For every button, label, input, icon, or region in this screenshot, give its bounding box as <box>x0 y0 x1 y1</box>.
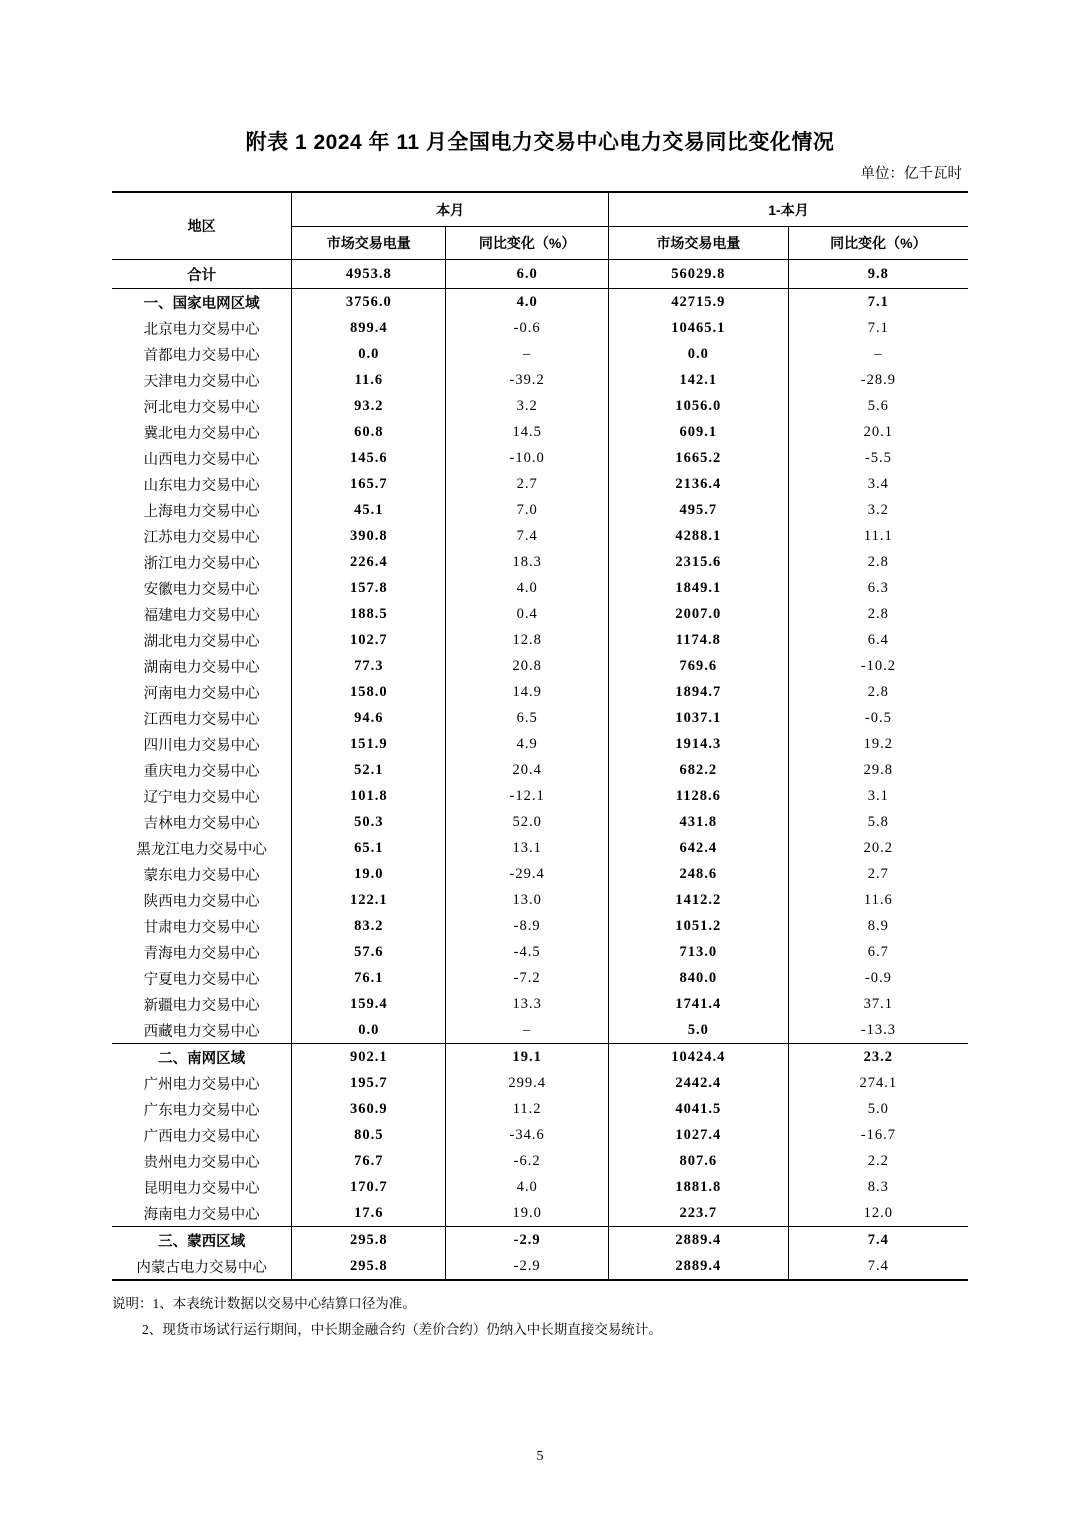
row-month-yoy: -10.0 <box>446 445 609 471</box>
table-row <box>112 497 968 523</box>
row-cumulative-yoy: 5.6 <box>867 397 889 414</box>
row-region-name: 贵州电力交易中心 <box>112 1148 292 1174</box>
table-row <box>112 627 968 653</box>
row-month-yoy: 7.4 <box>446 523 609 549</box>
row-region-name: 安徽电力交易中心 <box>112 575 292 601</box>
row-month-volume: 170.7 <box>292 1174 446 1200</box>
table-row <box>112 1148 968 1174</box>
row-cumulative-volume: 1027.4 <box>608 1122 788 1148</box>
row-cumulative-yoy: 6.4 <box>867 631 889 648</box>
row-region-name: 河南电力交易中心 <box>112 679 292 705</box>
table-row <box>112 1096 968 1122</box>
row-month-yoy: 0.4 <box>446 601 609 627</box>
row-cumulative-volume: 840.0 <box>608 965 788 991</box>
table-row <box>112 887 968 913</box>
table-row <box>112 1227 968 1254</box>
row-month-yoy: 13.3 <box>446 991 609 1017</box>
row-cumulative-volume: 713.0 <box>608 939 788 965</box>
row-cumulative-volume: 5.0 <box>608 1017 788 1044</box>
row-cumulative-volume: 2889.4 <box>608 1253 788 1280</box>
row-cumulative-volume: 1894.7 <box>608 679 788 705</box>
row-month-volume: 145.6 <box>292 445 446 471</box>
row-month-yoy: 52.0 <box>446 809 609 835</box>
row-month-yoy: 18.3 <box>446 549 609 575</box>
row-month-yoy: 19.0 <box>446 1200 609 1227</box>
row-region-name: 吉林电力交易中心 <box>112 809 292 835</box>
row-region-name: 辽宁电力交易中心 <box>112 783 292 809</box>
row-month-volume: 0.0 <box>292 341 446 367</box>
row-cumulative-volume: 2442.4 <box>608 1070 788 1096</box>
row-month-yoy: 20.4 <box>446 757 609 783</box>
row-region-name: 海南电力交易中心 <box>112 1200 292 1227</box>
row-month-yoy: -34.6 <box>446 1122 609 1148</box>
table-row <box>112 367 968 393</box>
row-month-yoy: 20.8 <box>446 653 609 679</box>
row-month-volume: 295.8 <box>292 1227 446 1254</box>
row-cumulative-volume: 2007.0 <box>608 601 788 627</box>
row-month-volume: 902.1 <box>292 1044 446 1071</box>
row-cumulative-yoy: 19.2 <box>863 735 894 752</box>
table-row <box>112 809 968 835</box>
row-month-volume: 60.8 <box>292 419 446 445</box>
row-region-name: 浙江电力交易中心 <box>112 549 292 575</box>
row-cumulative-volume: 1849.1 <box>608 575 788 601</box>
row-region-name: 河北电力交易中心 <box>112 393 292 419</box>
row-cumulative-volume: 0.0 <box>608 341 788 367</box>
row-cumulative-volume: 1881.8 <box>608 1174 788 1200</box>
row-cumulative-yoy: 23.2 <box>788 1044 968 1071</box>
row-region-name: 冀北电力交易中心 <box>112 419 292 445</box>
row-month-yoy: -8.9 <box>446 913 609 939</box>
table-row <box>112 1017 968 1044</box>
row-month-yoy: -2.9 <box>446 1227 609 1254</box>
row-cumulative-volume: 10424.4 <box>608 1044 788 1071</box>
row-cumulative-yoy: – <box>874 345 883 362</box>
row-month-yoy: 4.0 <box>446 575 609 601</box>
row-month-volume: 77.3 <box>292 653 446 679</box>
table-row <box>112 913 968 939</box>
row-cumulative-yoy: 8.9 <box>867 917 889 934</box>
row-region-name: 内蒙古电力交易中心 <box>112 1253 292 1280</box>
row-cumulative-volume: 2315.6 <box>608 549 788 575</box>
row-month-yoy: -39.2 <box>446 367 609 393</box>
row-cumulative-yoy: 7.4 <box>788 1253 968 1280</box>
table-row <box>112 445 968 471</box>
table-row <box>112 1200 968 1227</box>
row-region-name: 二、南网区域 <box>112 1044 292 1071</box>
row-cumulative-volume: 642.4 <box>608 835 788 861</box>
row-region-name: 上海电力交易中心 <box>112 497 292 523</box>
row-month-yoy: -7.2 <box>446 965 609 991</box>
row-month-volume: 390.8 <box>292 523 446 549</box>
row-cumulative-yoy: 2.8 <box>867 553 889 570</box>
row-cumulative-yoy: -0.5 <box>864 709 892 726</box>
table-row <box>112 523 968 549</box>
table-row <box>112 1070 968 1096</box>
row-region-name: 四川电力交易中心 <box>112 731 292 757</box>
row-cumulative-yoy: 3.2 <box>867 501 889 518</box>
table-row <box>112 731 968 757</box>
row-cumulative-yoy: -13.3 <box>860 1021 896 1038</box>
row-cumulative-volume: 1914.3 <box>608 731 788 757</box>
table-row <box>112 861 968 887</box>
row-region-name: 首都电力交易中心 <box>112 341 292 367</box>
row-cumulative-volume: 1056.0 <box>608 393 788 419</box>
row-cumulative-yoy: 5.0 <box>867 1100 889 1117</box>
row-region-name: 江西电力交易中心 <box>112 705 292 731</box>
row-region-name: 宁夏电力交易中心 <box>112 965 292 991</box>
row-region-name: 西藏电力交易中心 <box>112 1017 292 1044</box>
table-row <box>112 471 968 497</box>
row-cumulative-volume: 1051.2 <box>608 913 788 939</box>
row-cumulative-yoy: 3.1 <box>867 787 889 804</box>
table-row <box>112 260 968 289</box>
table-header-row-1 <box>112 192 968 227</box>
row-region-name: 蒙东电力交易中心 <box>112 861 292 887</box>
row-month-volume: 19.0 <box>292 861 446 887</box>
row-cumulative-yoy: 2.8 <box>867 683 889 700</box>
row-month-yoy: 4.0 <box>446 1174 609 1200</box>
row-month-yoy: -6.2 <box>446 1148 609 1174</box>
note-2: 2、现货市场试行运行期间，中长期金融合约（差价合约）仍纳入中长期直接交易统计。 <box>142 1321 662 1337</box>
row-month-yoy: -0.6 <box>446 315 609 341</box>
row-month-volume: 50.3 <box>292 809 446 835</box>
row-month-volume: 226.4 <box>292 549 446 575</box>
row-month-yoy: -29.4 <box>446 861 609 887</box>
row-month-volume: 295.8 <box>292 1253 446 1280</box>
row-month-yoy: 14.5 <box>446 419 609 445</box>
row-cumulative-yoy: 3.4 <box>867 475 889 492</box>
note-1: 说明：1、本表统计数据以交易中心结算口径为准。 <box>112 1296 416 1311</box>
row-month-yoy: 12.8 <box>446 627 609 653</box>
row-month-volume: 195.7 <box>292 1070 446 1096</box>
row-cumulative-yoy: 6.7 <box>867 943 889 960</box>
header-cumulative-yoy: 同比变化（%） <box>830 235 927 251</box>
row-cumulative-yoy: 274.1 <box>859 1074 898 1091</box>
row-region-name: 陕西电力交易中心 <box>112 887 292 913</box>
row-cumulative-yoy: 8.3 <box>867 1178 889 1195</box>
table-row <box>112 991 968 1017</box>
row-cumulative-volume: 56029.8 <box>608 260 788 289</box>
table-row <box>112 679 968 705</box>
row-month-volume: 0.0 <box>292 1017 446 1044</box>
row-cumulative-volume: 431.8 <box>608 809 788 835</box>
page-number: 5 <box>536 1449 544 1464</box>
row-month-yoy: 11.2 <box>446 1096 609 1122</box>
header-cumulative-volume: 市场交易电量 <box>608 227 788 260</box>
row-cumulative-yoy: 2.2 <box>867 1152 889 1169</box>
row-month-volume: 158.0 <box>292 679 446 705</box>
row-region-name: 湖南电力交易中心 <box>112 653 292 679</box>
row-month-volume: 93.2 <box>292 393 446 419</box>
row-month-volume: 151.9 <box>292 731 446 757</box>
table-row <box>112 393 968 419</box>
row-cumulative-yoy: -16.7 <box>860 1126 896 1143</box>
row-cumulative-volume: 609.1 <box>608 419 788 445</box>
row-region-name: 昆明电力交易中心 <box>112 1174 292 1200</box>
table-row <box>112 419 968 445</box>
row-region-name: 一、国家电网区域 <box>112 289 292 316</box>
row-region-name: 重庆电力交易中心 <box>112 757 292 783</box>
unit-label: 单位：亿千瓦时 <box>860 166 962 182</box>
row-cumulative-yoy: 9.8 <box>788 260 968 289</box>
row-month-yoy: -12.1 <box>446 783 609 809</box>
row-cumulative-yoy: 11.6 <box>863 891 893 908</box>
row-month-volume: 899.4 <box>292 315 446 341</box>
row-cumulative-yoy: 7.4 <box>788 1227 968 1254</box>
electricity-trading-table <box>112 191 968 1281</box>
row-region-name: 湖北电力交易中心 <box>112 627 292 653</box>
row-cumulative-yoy: 11.1 <box>863 527 893 544</box>
row-region-name: 合计 <box>112 260 292 289</box>
row-month-volume: 52.1 <box>292 757 446 783</box>
row-cumulative-yoy: 2.7 <box>867 865 889 882</box>
row-month-yoy: -4.5 <box>446 939 609 965</box>
table-row <box>112 549 968 575</box>
row-month-volume: 101.8 <box>292 783 446 809</box>
table-row <box>112 601 968 627</box>
row-cumulative-volume: 1665.2 <box>608 445 788 471</box>
row-month-yoy: – <box>446 341 609 367</box>
row-region-name: 三、蒙西区域 <box>112 1227 292 1254</box>
row-region-name: 天津电力交易中心 <box>112 367 292 393</box>
table-row <box>112 653 968 679</box>
row-cumulative-yoy: 12.0 <box>863 1204 894 1221</box>
header-group-cumulative: 1-本月 <box>608 192 968 227</box>
row-cumulative-volume: 42715.9 <box>608 289 788 316</box>
row-cumulative-volume: 2889.4 <box>608 1227 788 1254</box>
row-month-volume: 122.1 <box>292 887 446 913</box>
row-region-name: 广州电力交易中心 <box>112 1070 292 1096</box>
table-row <box>112 1122 968 1148</box>
table-row <box>112 835 968 861</box>
row-month-volume: 159.4 <box>292 991 446 1017</box>
row-month-yoy: 4.9 <box>446 731 609 757</box>
row-cumulative-volume: 1174.8 <box>608 627 788 653</box>
row-cumulative-volume: 769.6 <box>608 653 788 679</box>
header-month-yoy: 同比变化（%） <box>446 227 609 260</box>
row-region-name: 福建电力交易中心 <box>112 601 292 627</box>
row-region-name: 广东电力交易中心 <box>112 1096 292 1122</box>
row-cumulative-yoy: 37.1 <box>863 995 894 1012</box>
table-row <box>112 757 968 783</box>
table-row <box>112 341 968 367</box>
header-group-month: 本月 <box>292 192 609 227</box>
row-month-volume: 360.9 <box>292 1096 446 1122</box>
row-month-yoy: 6.5 <box>446 705 609 731</box>
row-month-volume: 94.6 <box>292 705 446 731</box>
row-region-name: 北京电力交易中心 <box>112 315 292 341</box>
row-cumulative-volume: 248.6 <box>608 861 788 887</box>
row-region-name: 甘肃电力交易中心 <box>112 913 292 939</box>
row-cumulative-yoy: 20.1 <box>863 423 894 440</box>
table-row <box>112 1174 968 1200</box>
row-month-yoy: 4.0 <box>446 289 609 316</box>
table-row <box>112 575 968 601</box>
row-month-yoy: 13.0 <box>446 887 609 913</box>
row-month-yoy: -2.9 <box>446 1253 609 1280</box>
row-month-yoy: 13.1 <box>446 835 609 861</box>
row-cumulative-yoy: 20.2 <box>863 839 894 856</box>
table-notes <box>112 1291 968 1342</box>
row-cumulative-volume: 4041.5 <box>608 1096 788 1122</box>
row-cumulative-volume: 682.2 <box>608 757 788 783</box>
row-cumulative-volume: 1128.6 <box>608 783 788 809</box>
table-row <box>112 783 968 809</box>
table-row <box>112 705 968 731</box>
row-cumulative-yoy: 7.1 <box>867 319 889 336</box>
row-cumulative-yoy: 7.1 <box>788 289 968 316</box>
row-month-volume: 45.1 <box>292 497 446 523</box>
row-region-name: 山东电力交易中心 <box>112 471 292 497</box>
table-row <box>112 289 968 316</box>
row-month-yoy: 19.1 <box>446 1044 609 1071</box>
row-month-yoy: 14.9 <box>446 679 609 705</box>
row-cumulative-volume: 807.6 <box>608 1148 788 1174</box>
row-month-volume: 165.7 <box>292 471 446 497</box>
row-month-volume: 76.1 <box>292 965 446 991</box>
table-row <box>112 1253 968 1280</box>
row-month-volume: 57.6 <box>292 939 446 965</box>
row-region-name: 江苏电力交易中心 <box>112 523 292 549</box>
row-cumulative-volume: 495.7 <box>608 497 788 523</box>
row-month-volume: 11.6 <box>292 367 446 393</box>
row-cumulative-volume: 1037.1 <box>608 705 788 731</box>
row-cumulative-volume: 1741.4 <box>608 991 788 1017</box>
header-region: 地区 <box>112 192 292 260</box>
row-month-volume: 102.7 <box>292 627 446 653</box>
row-cumulative-yoy: -5.5 <box>864 449 892 466</box>
row-month-volume: 4953.8 <box>292 260 446 289</box>
row-cumulative-yoy: -28.9 <box>860 371 896 388</box>
row-cumulative-volume: 142.1 <box>608 367 788 393</box>
row-cumulative-yoy: -0.9 <box>864 969 892 986</box>
row-month-yoy: 2.7 <box>446 471 609 497</box>
row-month-volume: 65.1 <box>292 835 446 861</box>
row-region-name: 黑龙江电力交易中心 <box>112 835 292 861</box>
table-row <box>112 939 968 965</box>
row-month-volume: 188.5 <box>292 601 446 627</box>
header-month-volume: 市场交易电量 <box>292 227 446 260</box>
row-region-name: 青海电力交易中心 <box>112 939 292 965</box>
table-row <box>112 315 968 341</box>
row-cumulative-yoy: -10.2 <box>860 657 896 674</box>
row-cumulative-yoy: 6.3 <box>867 579 889 596</box>
table-row <box>112 965 968 991</box>
row-cumulative-volume: 223.7 <box>608 1200 788 1227</box>
row-cumulative-yoy: 2.8 <box>867 605 889 622</box>
row-month-yoy: 299.4 <box>446 1070 609 1096</box>
row-month-yoy: 3.2 <box>446 393 609 419</box>
row-month-yoy: – <box>446 1017 609 1044</box>
row-region-name: 山西电力交易中心 <box>112 445 292 471</box>
table-row <box>112 1044 968 1071</box>
row-cumulative-volume: 2136.4 <box>608 471 788 497</box>
row-region-name: 广西电力交易中心 <box>112 1122 292 1148</box>
row-cumulative-yoy: 5.8 <box>867 813 889 830</box>
row-cumulative-volume: 10465.1 <box>608 315 788 341</box>
row-month-volume: 83.2 <box>292 913 446 939</box>
row-cumulative-yoy: 29.8 <box>863 761 894 778</box>
row-month-volume: 157.8 <box>292 575 446 601</box>
row-month-yoy: 6.0 <box>446 260 609 289</box>
row-month-volume: 3756.0 <box>292 289 446 316</box>
row-cumulative-volume: 1412.2 <box>608 887 788 913</box>
row-month-volume: 76.7 <box>292 1148 446 1174</box>
row-month-volume: 17.6 <box>292 1200 446 1227</box>
row-cumulative-volume: 4288.1 <box>608 523 788 549</box>
row-month-volume: 80.5 <box>292 1122 446 1148</box>
row-region-name: 新疆电力交易中心 <box>112 991 292 1017</box>
page-title: 附表 1 2024 年 11 月全国电力交易中心电力交易同比变化情况 <box>245 131 835 154</box>
row-month-yoy: 7.0 <box>446 497 609 523</box>
